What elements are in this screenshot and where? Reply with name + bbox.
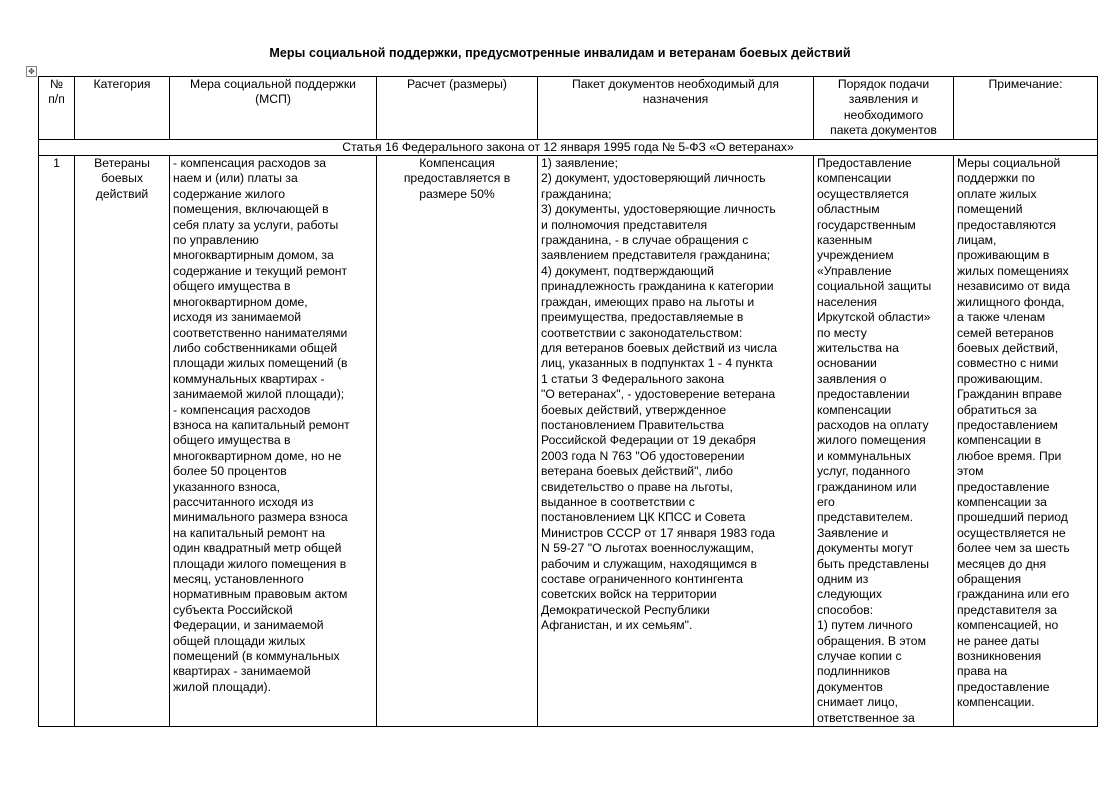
section-title: Статья 16 Федерального закона от 12 января 1995 года № 5-ФЗ «О ветеранах» (39, 139, 1098, 155)
cell-measure: - компенсация расходов за наем и (или) платы за содержание жилого помещения, включающей в себя плату за услуги, работы по управлению многоквартирным домом, за содержание и текущий ремонт общего имущества в многоквартирном доме, исходя из занимаемой соответственно нанимателями либо собственниками общей площади жилых помещений (в коммунальных квартирах - занимаемой жилой площади); - компенсация расходов взноса на капитальный ремонт общего имущества в многоквартирном доме, но не более 50 процентов указанного взноса, рассчитанного исходя из минимального размера взноса на капитальный ремонт на один квадратный метр общей площади жилого помещения в месяц, установленного нормативным правовым актом субъекта Российской Федерации, и занимаемой общей площади жилых помещений (в коммунальных квартирах - занимаемой жилой площади). (170, 156, 377, 727)
move-arrows-icon[interactable]: ✥ (26, 66, 37, 77)
cell-number: 1 (39, 156, 75, 727)
header-number: № п/п (39, 77, 75, 140)
table-header-row (39, 77, 1098, 140)
cell-category: Ветераны боевых действий (75, 156, 170, 727)
header-procedure: Порядок подачи заявления и необходимого пакета документов (814, 77, 954, 140)
header-category: Категория (75, 77, 170, 140)
measures-table (38, 76, 1098, 727)
header-measure: Мера социальной поддержки (МСП) (170, 77, 377, 140)
cell-documents: 1) заявление; 2) документ, удостоверяющий личность гражданина; 3) документы, удостоверяющие личность и полномочия представителя гражданина, - в случае обращения с заявлением представителя гражданина; 4) документ, подтверждающий принадлежность гражданина к категории граждан, имеющих право на льготы и преимущества, предоставляемые в соответствии с законодательством: для ветеранов боевых действий из числа лиц, указанных в подпунктах 1 - 4 пункта 1 статьи 3 Федерального закона "О ветеранах", - удостоверение ветерана боевых действий, утвержденное постановлением Правительства Российской Федерации от 19 декабря 2003 года N 763 "Об удостоверении ветерана боевых действий", либо свидетельство о праве на льготы, выданное в соответствии с постановлением ЦК КПСС и Совета Министров СССР от 17 января 1983 года N 59-27 "О льготах военнослужащим, рабочим и служащим, находящимся в составе ограниченного контингента советских войск на территории Демократической Республики Афганистан, и их семьям". (538, 156, 814, 727)
section-row (39, 139, 1098, 155)
header-amount: Расчет (размеры) (377, 77, 538, 140)
cell-amount: Компенсация предоставляется в размере 50% (377, 156, 538, 727)
cell-note: Меры социальной поддержки по оплате жилых помещений предоставляются лицам, проживающим в жилых помещениях независимо от вида жилищного фонда, а также членам семей ветеранов боевых действий, совместно с ними проживающим. Гражданин вправе обратиться за предоставлением компенсации в любое время. При этом предоставление компенсации за прошедший период осуществляется не более чем за шесть месяцев до дня обращения гражданина или его представителя за компенсацией, но не ранее даты возникновения права на предоставление компенсации. (954, 156, 1098, 727)
header-note: Примечание: (954, 77, 1098, 140)
cell-procedure: Предоставление компенсации осуществляется областным государственным казенным учреждением «Управление социальной защиты населения Иркутской области» по месту жительства на основании заявления о предоставлении компенсации расходов на оплату жилого помещения и коммунальных услуг, поданного гражданином или его представителем. Заявление и документы могут быть представлены одним из следующих способов: 1) путем личного обращения. В этом случае копии с подлинников документов снимает лицо, ответственное за (814, 156, 954, 727)
header-documents: Пакет документов необходимый для назначения (538, 77, 814, 140)
table-row (39, 156, 1098, 727)
document-title: Меры социальной поддержки, предусмотренные инвалидам и ветеранам боевых действий (269, 46, 851, 60)
